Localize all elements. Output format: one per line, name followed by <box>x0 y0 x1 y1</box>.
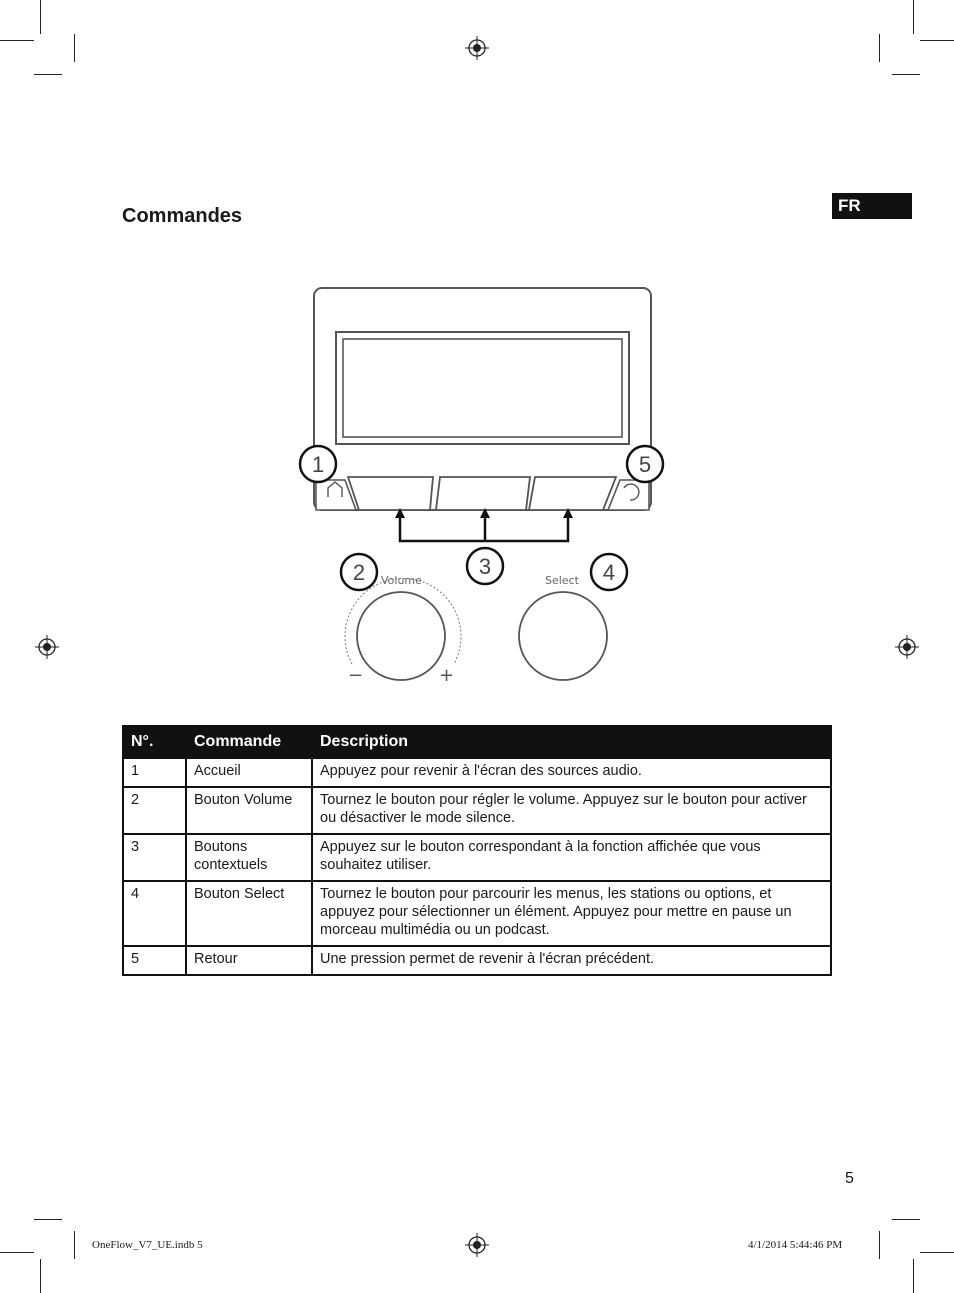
crop-mark <box>892 1219 920 1220</box>
row-description: Tournez le bouton pour régler le volume. Appuyez sur le bouton pour activer ou désactiver le mode silence. <box>312 787 831 834</box>
volume-plus: + <box>439 665 455 686</box>
svg-text:5: 5 <box>638 452 652 477</box>
header-number: N°. <box>123 726 186 758</box>
screen <box>343 339 622 437</box>
crop-mark <box>920 1252 954 1253</box>
crop-mark <box>892 74 920 75</box>
row-description: Appuyez pour revenir à l'écran des sources audio. <box>312 758 831 787</box>
crop-mark <box>913 0 914 34</box>
row-command: Retour <box>186 946 312 975</box>
language-tab: FR <box>832 193 912 219</box>
registration-mark-icon <box>465 1233 489 1257</box>
svg-text:4: 4 <box>602 560 616 585</box>
table-row <box>123 834 831 881</box>
context-button-right <box>529 477 616 510</box>
crop-mark <box>920 40 954 41</box>
svg-text:2: 2 <box>352 560 366 585</box>
crop-mark <box>34 1219 62 1220</box>
svg-text:1: 1 <box>311 452 325 477</box>
svg-text:3: 3 <box>478 554 492 579</box>
page-number: 5 <box>845 1170 854 1187</box>
header-command: Commande <box>186 726 312 758</box>
callout-5 <box>627 446 663 482</box>
crop-mark <box>879 1231 880 1259</box>
footer-file: OneFlow_V7_UE.indb 5 <box>92 1239 203 1251</box>
row-description: Appuyez sur le bouton correspondant à la fonction affichée que vous souhaitez utiliser. <box>312 834 831 881</box>
registration-mark-icon <box>895 635 919 659</box>
registration-mark-icon <box>465 36 489 60</box>
table-row <box>123 787 831 834</box>
select-label: Select <box>545 574 579 587</box>
callout-4 <box>591 554 627 590</box>
table-row <box>123 758 831 787</box>
crop-mark <box>74 1231 75 1259</box>
context-button-middle <box>436 477 530 510</box>
registration-mark-icon <box>35 635 59 659</box>
callout-3 <box>467 548 503 584</box>
callout-2 <box>341 554 377 590</box>
controls-table <box>122 725 832 976</box>
volume-label: Volume <box>381 574 422 587</box>
crop-mark <box>40 1259 41 1293</box>
row-number: 2 <box>123 787 186 834</box>
header-description: Description <box>312 726 831 758</box>
table-header-row <box>123 726 831 758</box>
table-row <box>123 946 831 975</box>
crop-mark <box>0 1252 34 1253</box>
row-number: 1 <box>123 758 186 787</box>
row-description: Une pression permet de revenir à l'écran précédent. <box>312 946 831 975</box>
row-description: Tournez le bouton pour parcourir les menus, les stations ou options, et appuyez pour sélectionner un élément. Appuyez pour mettre en pause un morceau multimédia ou un podcast. <box>312 881 831 946</box>
footer-datetime: 4/1/2014 5:44:46 PM <box>748 1239 843 1251</box>
section-title: Commandes <box>122 205 243 227</box>
crop-mark <box>0 40 34 41</box>
volume-knob <box>357 592 445 680</box>
table-row <box>123 881 831 946</box>
callout-1 <box>300 446 336 482</box>
crop-mark <box>879 34 880 62</box>
row-command: Bouton Volume <box>186 787 312 834</box>
row-command: Boutons contextuels <box>186 834 312 881</box>
row-number: 4 <box>123 881 186 946</box>
row-command: Bouton Select <box>186 881 312 946</box>
crop-mark <box>34 74 62 75</box>
crop-mark <box>74 34 75 62</box>
volume-minus: − <box>348 665 364 686</box>
row-number: 5 <box>123 946 186 975</box>
row-number: 3 <box>123 834 186 881</box>
crop-mark <box>40 0 41 34</box>
context-button-left <box>348 477 433 510</box>
crop-mark <box>913 1259 914 1293</box>
row-command: Accueil <box>186 758 312 787</box>
select-knob <box>519 592 607 680</box>
device-diagram <box>290 282 670 692</box>
